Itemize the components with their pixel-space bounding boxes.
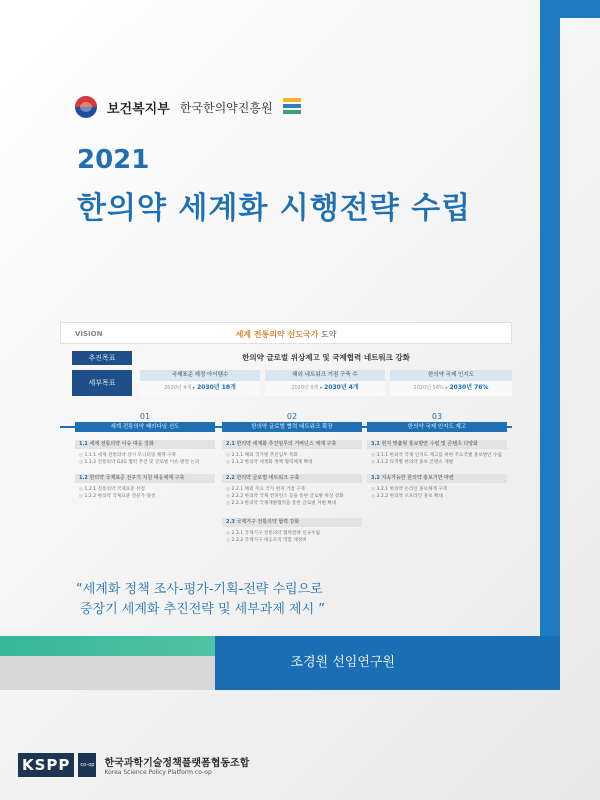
task-text: 2.1.2 한의약 세계화 정책 협력체계 확대 [231,460,313,465]
task-text: 2.3.1 국제기구 전통의약 협력전략 신규수립 [231,531,321,536]
strategy-no: 1.1 [79,441,88,447]
strategy-no: 3.1 [371,441,380,447]
ministry-name: 보건복지부 [107,101,170,117]
target-to: 2030년 18개 [197,384,236,391]
task-text: 2.1.1 해외 국가별 추진임무 특화 [231,453,298,458]
column-head: 한의약 국제 인지도 제고 [367,422,507,432]
logo-row [75,90,301,124]
strategy-item [222,518,362,527]
task-item: ◎ 3.1.2 타겟별 한의약 홍보 콘텐츠 개발 [371,460,454,465]
task-text: 3.1.2 타겟별 한의약 홍보 콘텐츠 개발 [376,460,454,465]
strategy-item [75,474,215,483]
vision-row [60,322,512,344]
strategy-item [222,474,362,483]
summary-quote [76,580,325,620]
task-text: 3.2.2 한의약 오프라인 홍보 확대 [376,494,443,499]
strategy-title: 지속가능한 한의약 홍보기반 마련 [381,475,454,481]
publisher-name [104,754,249,776]
task-item: ◎ 2.3.2 국제기구 대응조직 역할 재정비 [226,538,307,543]
strategy-diagram [60,322,512,552]
task-item: ◎ 2.1.1 해외 국가별 추진임무 특화 [226,453,298,458]
target-head: 한의약 국제 인지도 [390,370,512,381]
target-from: 2020년 56% [413,385,444,391]
goal-label: 추진목표 [72,351,132,365]
task-text: 1.1.1 세계 전통의약 상시 모니터링 체계 구축 [84,453,176,458]
task-text: 2.3.2 국제기구 대응조직 역할 재정비 [231,538,307,543]
task-text: 1.2.2 한의약 국제표준 전문가 양성 [84,494,156,499]
task-item: ◎ 1.1.2 전통의약 G2G 협력 추진 및 글로벌 이슈 발전 논의 [79,460,200,465]
strategy-item [222,440,362,449]
column-number: 01 [139,412,151,421]
target-box [265,370,385,396]
task-item: ◎ 2.2.3 한의약 국제개발협력을 통한 글로벌 저변 확대 [226,501,337,506]
strategy-title: 한의약 국제표준 전주기 지원 대응체계 구축 [89,475,185,481]
decor-band-gray [0,656,215,690]
strategy-item [75,440,215,449]
task-item: ◎ 1.2.2 한의약 국제표준 전문가 양성 [79,494,156,499]
vision-suffix: 도약 [318,330,337,339]
publisher-name-ko: 한국과학기술정책플랫폼협동조합 [104,758,250,769]
sub-goal-label: 세부목표 [72,370,132,396]
target-values: 2020년 56% ▸ 2030년 76% [413,384,489,391]
strategy-title: 한의약 세계화 추진임무의 거버넌스 체계 구축 [236,441,337,447]
task-item: ◎ 2.3.1 국제기구 전통의약 협력전략 신규수립 [226,531,321,536]
strategy-title: 현지 맞춤형 홍보방안 수립 및 콘텐츠 다양화 [381,441,478,447]
strategy-item [367,440,507,449]
target-from: 2020년 4개 [164,385,192,391]
task-item: ◎ 1.2.1 전통의약 국제표준 선점 [79,487,145,492]
task-text: 2.2.2 한의약 국제 컨퍼런스 등을 통한 글로벌 위상 강화 [231,494,344,499]
task-item: ◎ 2.1.2 한의약 세계화 정책 협력체계 확대 [226,460,313,465]
column-head: 한의약 글로벌 협력 네트워크 확장 [222,422,362,432]
task-item: ◎ 2.2.1 해외 주요 국가 현지 거점 구축 [226,487,306,492]
column-head: 세계 전통의약 패러다임 선도 [75,422,215,432]
quote-line: “세계화 정책 조사-평가-기획-전략 수립으로 [76,582,323,597]
task-item: ◎ 3.2.2 한의약 오프라인 홍보 확대 [371,494,443,499]
target-box [390,370,512,396]
task-text: 3.2.1 한의약 온라인 홍보체계 구축 [376,487,448,492]
task-text: 1.2.1 전통의약 국제표준 선점 [84,487,145,492]
vision-label: VISION [75,330,103,338]
publisher-footer [18,750,249,780]
task-text: 2.2.3 한의약 국제개발협력을 통한 글로벌 저변 확대 [231,501,337,506]
target-box [140,370,260,396]
institute-name: 한국한의약진흥원 [179,100,273,115]
decor-band-green [0,636,215,656]
task-item: ◎ 1.1.1 세계 전통의약 상시 모니터링 체계 구축 [79,453,176,458]
strategy-no: 2.1 [226,441,235,447]
task-text: 1.1.2 전통의약 G2G 협력 추진 및 글로벌 이슈 발전 논의 [84,460,200,465]
column-number: 03 [431,412,443,421]
vision-highlight: 세계 전통의약 선도국가 [235,330,319,339]
task-text: 2.2.1 해외 주요 국가 현지 거점 구축 [231,487,306,492]
task-text: 3.1.1 한의약 국제 인지도 제고를 위한 주요국별 홍보방안 수립 [376,453,502,458]
strategy-no: 2.3 [226,519,235,525]
strategy-no: 2.2 [226,475,235,481]
strategy-title: 세계 전통의약 이슈 대응 강화 [89,441,154,447]
accent-bar-top [560,0,600,18]
column-number: 02 [286,412,298,421]
strategy-title: 한의약 글로벌 네트워크 구축 [236,475,300,481]
publisher-logo: KSPP [18,753,74,777]
publisher-name-en: Korea Science Policy Platform co-op [104,769,212,776]
strategy-no: 3.2 [371,475,380,481]
target-to: 2030년 76% [449,384,489,391]
title-year: 2021 [77,145,150,175]
quote-line: 중장기 세계화 추진전략 및 세부과제 제시 ” [80,602,326,617]
strategy-title: 국제기구 전통의약 협력 강화 [236,519,300,525]
target-values: 2020년 4개 ▸ 2030년 18개 [164,384,236,391]
accent-bar [540,0,560,690]
task-item: ◎ 3.1.1 한의약 국제 인지도 제고를 위한 주요국별 홍보방안 수립 [371,453,502,458]
task-item: ◎ 2.2.2 한의약 국제 컨퍼런스 등을 통한 글로벌 위상 강화 [226,494,344,499]
goal-text: 한의약 글로벌 위상제고 및 국제협력 네트워크 강화 [242,353,410,362]
target-to: 2030년 4개 [324,384,359,391]
vision-text [61,329,511,340]
page-title: 한의약 세계화 시행전략 수립 [77,191,472,226]
author-name: 조경원 선임연구원 [290,655,395,670]
institute-logo-icon [283,96,301,118]
strategy-no: 1.2 [79,475,88,481]
target-head: 해외 네트워크 거점 구축 수 [265,370,385,381]
target-values: 2020년 0개 ▸ 2030년 4개 [291,384,359,391]
target-from: 2020년 0개 [291,385,319,391]
government-emblem-icon [75,96,97,118]
task-item: ◎ 3.2.1 한의약 온라인 홍보체계 구축 [371,487,448,492]
publisher-logo-suffix: co-op [78,753,96,777]
strategy-item [367,474,507,483]
target-head: 국제표준 제정 아이템수 [140,370,260,381]
